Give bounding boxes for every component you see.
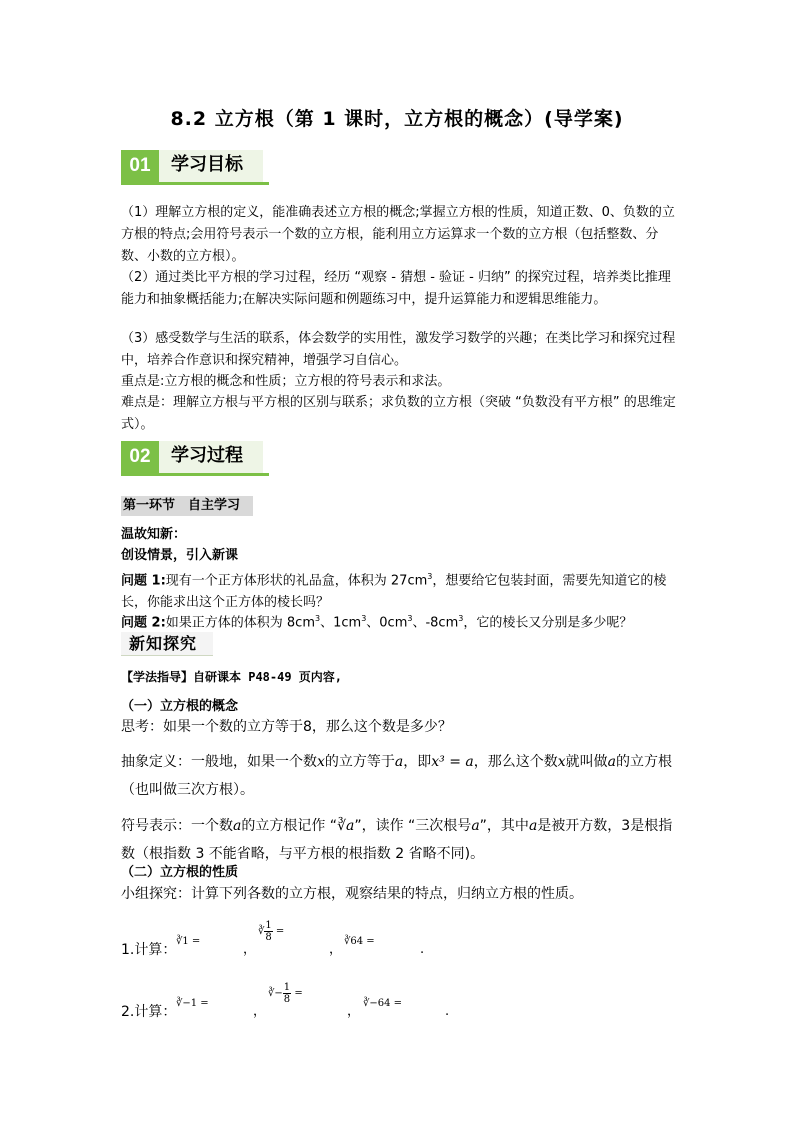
frac-denominator: 8 [265, 932, 272, 943]
calc-1-label: 1.计算： [121, 942, 177, 958]
sym-text-e: 是被开方数，3是根指数（根指数 3 不能省略，与平方根的根指数 2 省略不同)。 [121, 818, 673, 862]
goal-2: （2）通过类比平方根的学习过程，经历 “观察 - 猜想 - 验证 - 归纳” 的探究过程，培养类比推理能力和抽象概括能力;在解决实际问题和例题练习中，提升运算能力和逻辑思维能力。 [121, 270, 671, 307]
var-a: a [607, 754, 617, 770]
review-label: 温故知新： [121, 527, 187, 542]
cbrt-64: ∛64 = [344, 936, 375, 947]
situation-label: 创设情景，引入新课 [121, 548, 239, 563]
question-2 [121, 608, 681, 634]
q2-text-b: 、1cm [320, 615, 362, 631]
sym-text-a: 符号表示：一个数 [121, 818, 233, 834]
section-header-goals [121, 150, 271, 184]
section-label: 学习过程 [159, 441, 263, 473]
key-point: 重点是:立方根的概念和性质；立方根的符号表示和求法。 [121, 374, 451, 389]
difficult-point: 难点是：理解立方根与平方根的区别与联系；求负数的立方根（突破 “负数没有平方根” 的思维定式）。 [121, 395, 676, 432]
q1-text-b: ，想要给它包装封面，需要先知道它的棱长，你能求出这个正方体的棱长吗？ [121, 573, 667, 611]
cbrt-one-eighth: ∛ $\frac{1}{8}$ = [258, 920, 285, 943]
comma: ， [347, 1004, 361, 1019]
abstract-definition [121, 748, 681, 804]
explore-heading: 新知探究 [121, 632, 213, 656]
var-a: a [528, 818, 538, 834]
section-header-process [121, 441, 271, 475]
def-text-a: 抽象定义：一般地，如果一个数 [121, 754, 317, 770]
part-2-heading: （二）立方根的性质 [121, 865, 239, 880]
step-heading: 第一环节 自主学习 [121, 496, 253, 516]
frac-numerator: 1 [265, 920, 272, 931]
section-underline [121, 182, 269, 185]
sup-3: 3 [315, 614, 321, 623]
section-label: 学习目标 [159, 150, 263, 182]
comma: ， [329, 942, 343, 957]
comma: ， [243, 942, 257, 957]
q2-text-e: ，它的棱长又分别是多少呢？ [463, 615, 633, 631]
var-x: x [557, 754, 566, 770]
sym-text-d: ”，其中 [479, 818, 529, 834]
q2-label: 问题 2: [121, 615, 166, 631]
think-question: 思考：如果一个数的立方等于8，那么这个数是多少？ [121, 719, 452, 735]
study-guide: 【学法指导】自研课本 P48-49 页内容, [121, 670, 343, 684]
sup-3: 3 [458, 614, 464, 623]
def-text-b: 的立方等于 [324, 754, 395, 770]
var-a: a [471, 818, 480, 834]
frac-numerator: 1 [283, 982, 291, 993]
q2-text-a: 如果正方体的体积为 8cm [165, 615, 315, 631]
cube-root-a: ∛a [337, 818, 355, 834]
cbrt-neg-1: ∛−1 = [176, 998, 209, 1009]
section-underline [121, 473, 269, 476]
cbrt-neg-one-eighth: ∛− $\frac{1}{8}$ = [268, 982, 303, 1005]
section-number: 01 [121, 150, 159, 182]
calc-2-label: 2.计算： [121, 1004, 177, 1020]
group-exploration: 小组探究：计算下列各数的立方根，观察结果的特点，归纳立方根的性质。 [121, 886, 583, 902]
var-x: x [317, 754, 325, 770]
q2-text-c: 、0cm [366, 615, 408, 631]
cbrt-neg-64: ∛−64 = [363, 998, 403, 1009]
var-a: a [394, 754, 404, 770]
q1-text-a: 现有一个正方体形状的礼品盒，体积为 27cm [165, 573, 428, 589]
var-a: a [233, 818, 242, 834]
sym-text-c: ”，读作 “三次根号 [354, 818, 472, 834]
q1-label: 问题 1: [121, 573, 166, 589]
def-text-e: 就叫做 [565, 754, 608, 770]
sup-3: 3 [361, 614, 367, 623]
period: . [445, 1004, 450, 1019]
sym-text-b: 的立方根记作 “ [241, 818, 338, 834]
period: . [420, 942, 425, 957]
goal-1: （1）理解立方根的定义，能准确表述立方根的概念;掌握立方根的性质，知道正数、0、负数的立方根的特点;会用符号表示一个数的立方根，能利用立方运算求一个数的立方根（包括整数、分数、小数的立方根）。 [121, 205, 675, 264]
cbrt-1: ∛1 = [176, 936, 201, 947]
symbol-notation [121, 812, 681, 868]
def-text-c: ，即 [403, 754, 432, 770]
part-1-heading: （一）立方根的概念 [121, 699, 239, 714]
def-text-d: ，那么这个数 [473, 754, 558, 770]
cube-equation: x³ = a [431, 754, 474, 770]
frac-denominator: 8 [283, 994, 291, 1005]
sup-3: 3 [407, 614, 413, 623]
q2-text-d: 、-8cm [412, 615, 459, 631]
sup-3: 3 [427, 572, 433, 581]
comma: ， [253, 1004, 267, 1019]
section-number: 02 [121, 441, 159, 473]
page-title: 8.2 立方根（第 1 课时，立方根的概念）(导学案) [170, 108, 624, 130]
def-text-f: 的立方根（也叫做三次方根）。 [121, 754, 673, 798]
goal-3: （3）感受数学与生活的联系，体会数学的实用性，激发学习数学的兴趣；在类比学习和探究过程中，培养合作意识和探究精神，增强学习自信心。 [121, 331, 676, 368]
